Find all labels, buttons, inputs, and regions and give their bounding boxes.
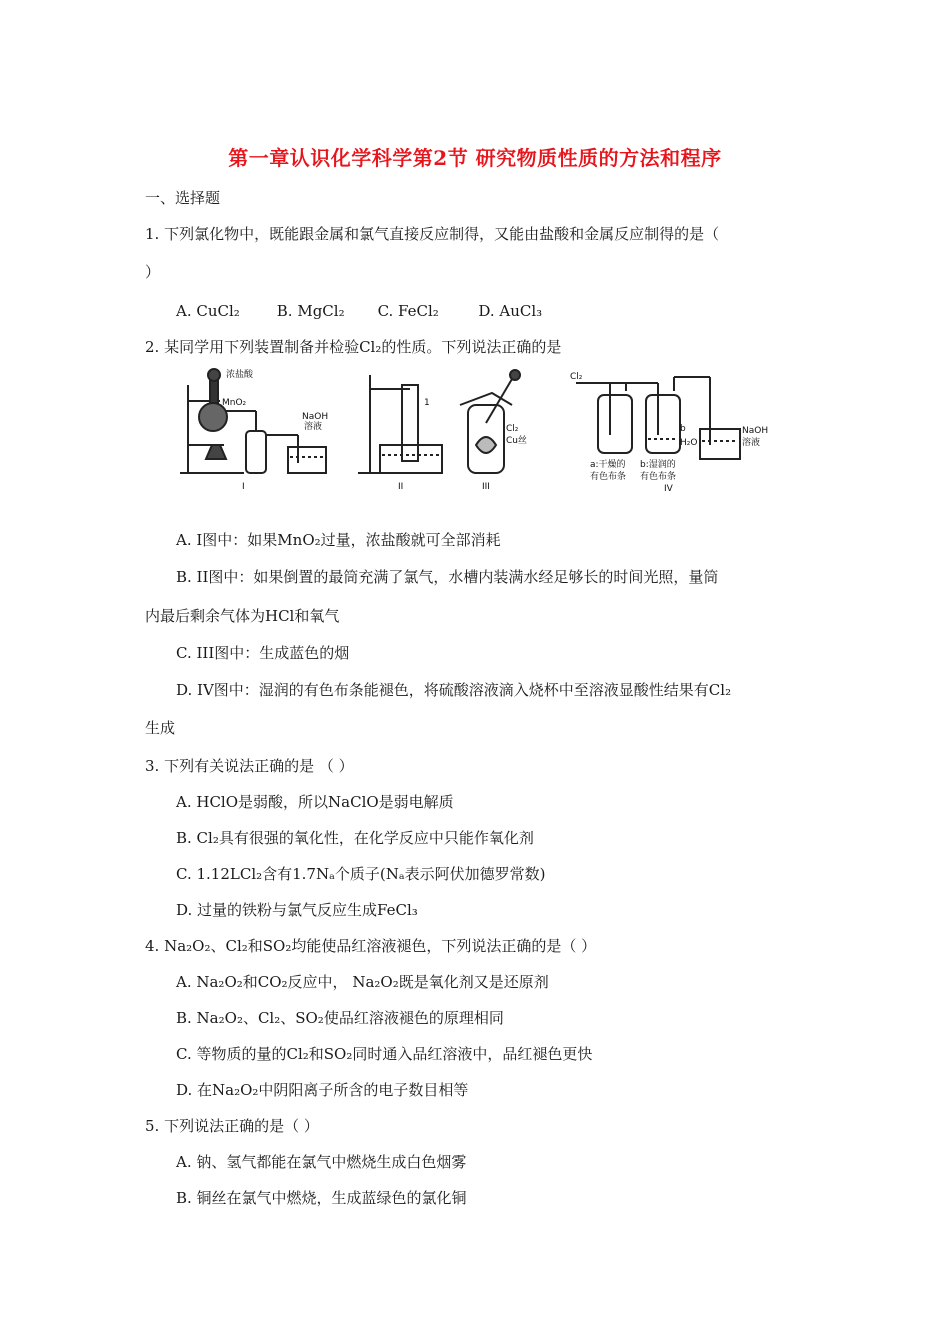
q5-stem: 5. 下列说法正确的是（ ） — [145, 1117, 319, 1135]
q1-options — [176, 301, 542, 321]
q2-option-d: D. IV图中：湿润的有色布条能褪色，将硫酸溶液滴入烧杯中至溶液显酸性结果有Cl₂ — [176, 681, 732, 699]
q4-option-c: C. 等物质的量的Cl₂和SO₂同时通入品红溶液中，品红褪色更快 — [176, 1045, 593, 1063]
q1-option-a: A. CuCl₂ — [176, 302, 240, 320]
fig-label-solution-2: 溶液 — [742, 438, 761, 448]
q2-option-d-cont: 生成 — [145, 719, 176, 737]
q3-option-a: A. HClO是弱酸，所以NaClO是弱电解质 — [176, 793, 454, 811]
fig-label-a-dry: a:干燥的 — [590, 460, 626, 470]
q2-option-c: C. III图中：生成蓝色的烟 — [176, 644, 350, 662]
fig-label-b: b — [680, 424, 686, 434]
q3-option-d: D. 过量的铁粉与氯气反应生成FeCl₃ — [176, 901, 418, 919]
q4-option-a: A. Na₂O₂和CO₂反应中， Na₂O₂既是氧化剂又是还原剂 — [176, 973, 549, 991]
q4-stem: 4. Na₂O₂、Cl₂和SO₂均能使品红溶液褪色，下列说法正确的是（ ） — [145, 937, 597, 955]
fig-label-mno2: MnO₂ — [222, 398, 247, 408]
fig-label-cu: Cu丝 — [506, 436, 527, 446]
q1-option-b: B. MgCl₂ — [276, 302, 345, 320]
fig-number-4: IV — [664, 484, 673, 494]
q1-stem-cont: ） — [145, 263, 161, 281]
q1-option-c: C. FeCl₂ — [377, 302, 439, 320]
q3-option-c: C. 1.12LCl₂含有1.7Nₐ个质子(Nₐ表示阿伏加德罗常数) — [176, 865, 546, 883]
fig-label-b-wet-2: 有色布条 — [640, 472, 677, 482]
fig-label-b-wet: b:湿润的 — [640, 460, 676, 470]
q3-stem: 3. 下列有关说法正确的是 （ ） — [145, 757, 354, 775]
fig-label-conc-hcl: 浓盐酸 — [226, 370, 254, 380]
fig-number-2: II — [398, 482, 404, 492]
q1-option-d: D. AuCl₃ — [478, 302, 543, 320]
q2-option-b: B. II图中：如果倒置的最筒充满了氯气，水槽内装满水经足够长的时间光照，量筒 — [176, 568, 719, 586]
fig-label-naoh-2: NaOH — [742, 426, 769, 436]
q1-stem: 1. 下列氯化物中，既能跟金属和氯气直接反应制得，又能由盐酸和金属反应制得的是（ — [145, 225, 720, 243]
q4-option-b: B. Na₂O₂、Cl₂、SO₂使品红溶液褪色的原理相同 — [176, 1009, 504, 1027]
q2-option-b-cont: 内最后剩余气体为HCl和氧气 — [145, 607, 340, 625]
q5-option-b: B. 铜丝在氯气中燃烧，生成蓝绿色的氯化铜 — [176, 1189, 467, 1207]
fig-label-one: 1 — [424, 398, 430, 408]
q2-stem: 2. 某同学用下列装置制备并检验Cl₂的性质。下列说法正确的是 — [145, 338, 562, 356]
fig-label-a-dry-2: 有色布条 — [590, 472, 627, 482]
section-heading: 一、选择题 — [145, 189, 221, 207]
fig-label-h2o: H₂O — [680, 438, 698, 448]
fig-number-3: III — [482, 482, 490, 492]
q2-option-a: A. I图中：如果MnO₂过量，浓盐酸就可全部消耗 — [176, 531, 501, 549]
q5-option-a: A. 钠、氢气都能在氯气中燃烧生成白色烟雾 — [176, 1153, 467, 1171]
fig-label-naoh-1: NaOH — [302, 412, 329, 422]
fig-label-cl2: Cl₂ — [506, 424, 519, 434]
fig-label-solution-1: 溶液 — [304, 422, 323, 432]
apparatus-figure — [180, 365, 780, 515]
fig-label-cl2-in: Cl₂ — [570, 372, 583, 382]
page-title: 第一章认识化学科学第2节 研究物质性质的方法和程序 — [228, 146, 722, 170]
fig-number-1: I — [242, 482, 245, 492]
q4-option-d: D. 在Na₂O₂中阴阳离子所含的电子数目相等 — [176, 1081, 469, 1099]
q3-option-b: B. Cl₂具有很强的氧化性，在化学反应中只能作氧化剂 — [176, 829, 534, 847]
